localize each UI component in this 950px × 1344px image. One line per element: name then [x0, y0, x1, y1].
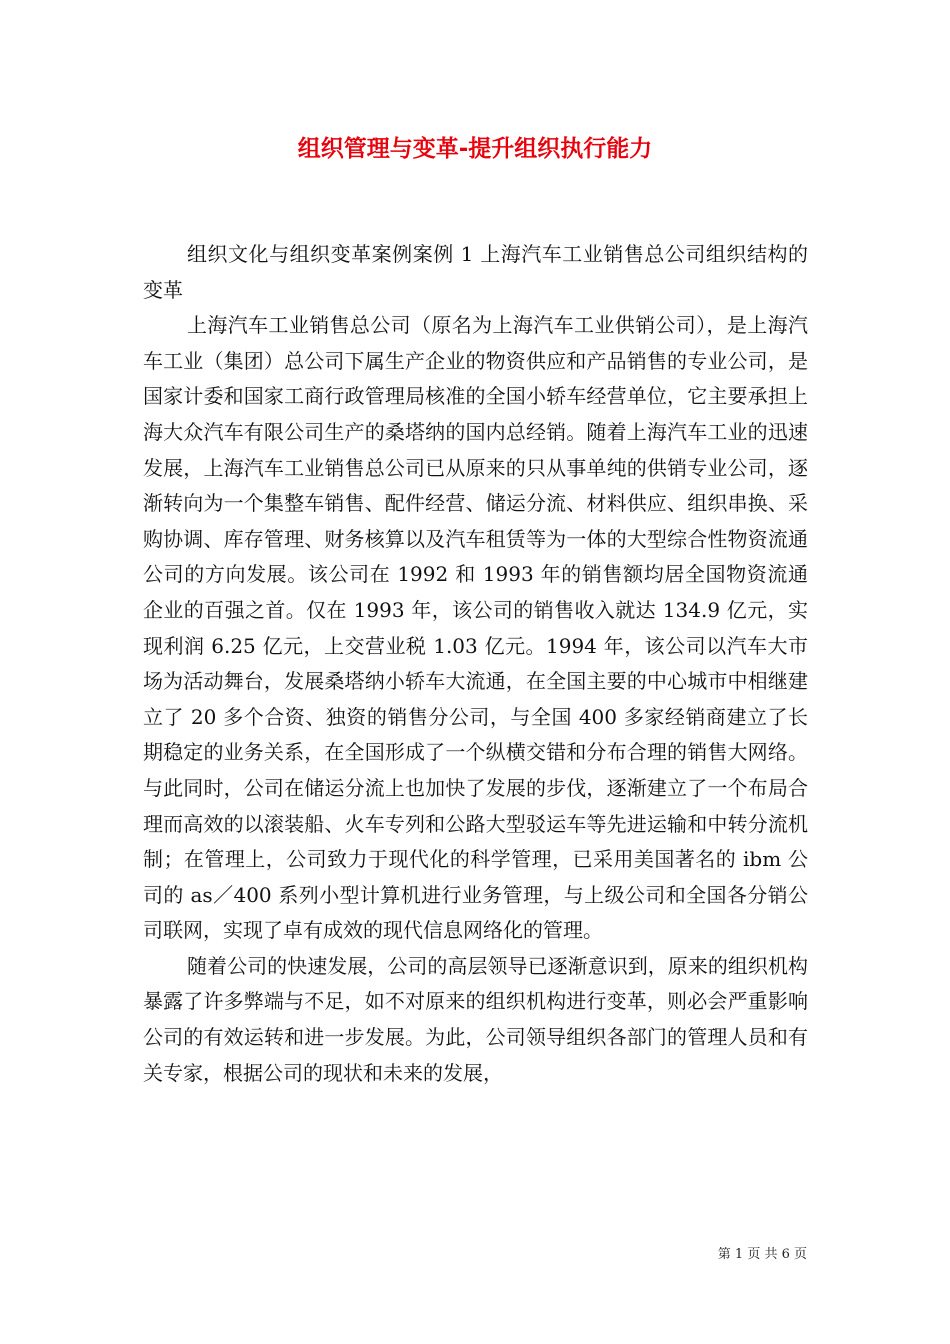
paragraph: 上海汽车工业销售总公司（原名为上海汽车工业供销公司），是上海汽车工业（集团）总公司下属生产企业的物资供应和产品销售的专业公司，是国家计委和国家工商行政管理局核准的全国小轿车经营单位，它主要承担上海大众汽车有限公司生产的桑塔纳的国内总经销。随着上海汽车工业的迅速发展，上海汽车工业销售总公司已从原来的只从事单纯的供销专业公司，逐渐转向为一个集整车销售、配件经营、储运分流、材料供应、组织串换、采购协调、库存管理、财务核算以及汽车租赁等为一体的大型综合性物资流通公司的方向发展。该公司在 1992 和 1993 年的销售额均居全国物资流通企业的百强之首。仅在 1993 年，该公司的销售收入就达 134.9 亿元，实现利润 6.25 亿元，上交营业税 1.03 亿元。1994 年，该公司以汽车大市场为活动舞台，发展桑塔纳小轿车大流通，在全国主要的中心城市中相继建立了 20 多个合资、独资的销售分公司，与全国 400 多家经销商建立了长期稳定的业务关系，在全国形成了一个纵横交错和分布合理的销售大网络。与此同时，公司在储运分流上也加快了发展的步伐，逐渐建立了一个布局合理而高效的以滚装船、火车专列和公路大型驳运车等先进运输和中转分流机制；在管理上，公司致力于现代化的科学管理，已采用美国著名的 ibm 公司的 as／400 系列小型计算机进行业务管理，与上级公司和全国各分销公司联网，实现了卓有成效的现代信息网络化的管理。 — [143, 313, 808, 943]
paragraph: 随着公司的快速发展，公司的高层领导已逐渐意识到，原来的组织机构暴露了许多弊端与不足，如不对原来的组织机构进行变革，则必会严重影响公司的有效运转和进一步发展。为此，公司领导组织各部门的管理人员和有关专家，根据公司的现状和未来的发展， — [143, 953, 808, 1085]
paragraph: 组织文化与组织变革案例案例 1 上海汽车工业销售总公司组织结构的变革 — [143, 242, 808, 302]
page-number-footer: 第 1 页 共 6 页 — [717, 1247, 807, 1262]
document-body — [143, 237, 808, 1091]
document-title: 组织管理与变革-提升组织执行能力 — [297, 136, 653, 162]
